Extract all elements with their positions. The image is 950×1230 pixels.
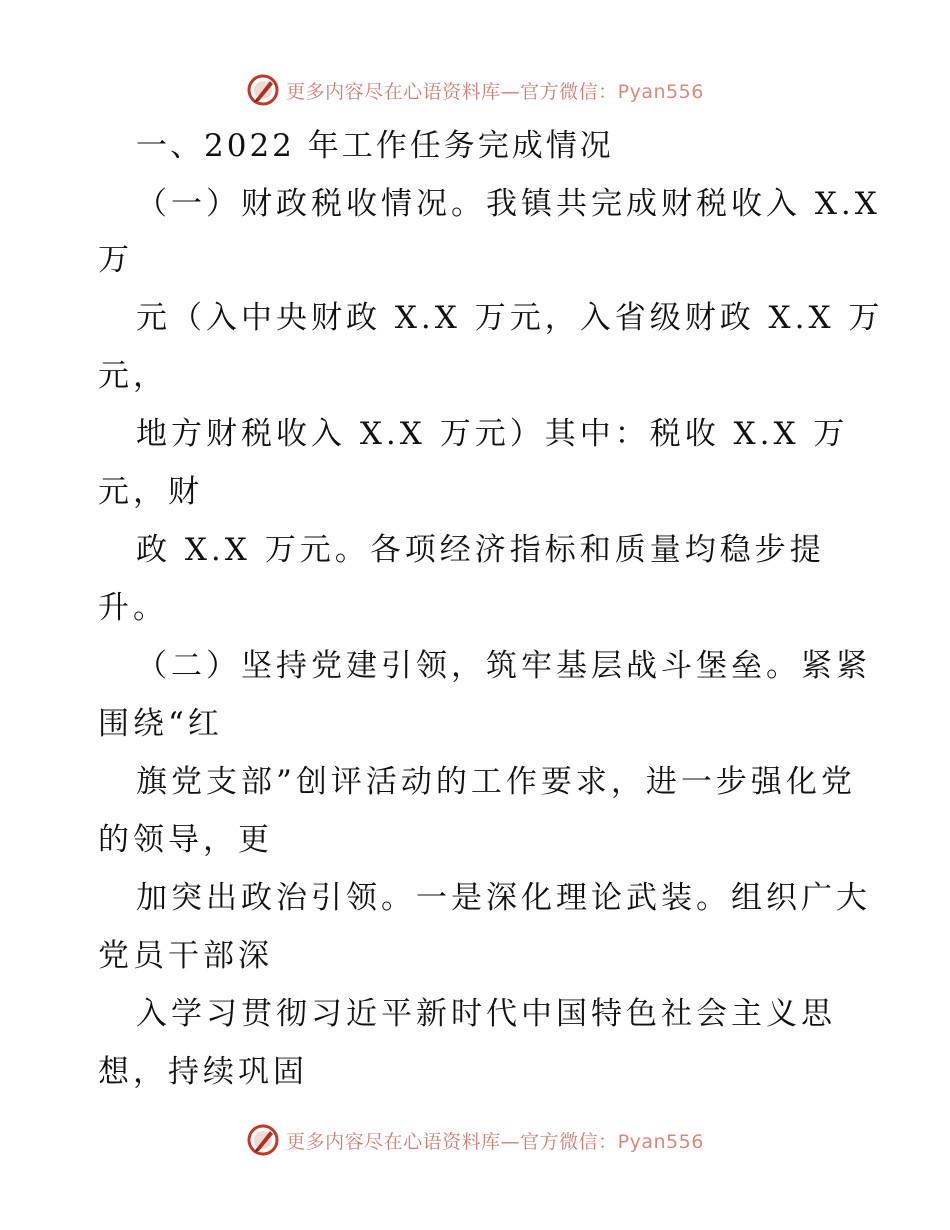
paragraph-line: 的领导，更	[98, 822, 273, 858]
paragraph-line: （一）财政税收情况。我镇共完成财税收入 X.X	[136, 186, 881, 222]
paragraph-line: 围绕“红	[98, 706, 223, 742]
watermark-text	[286, 77, 704, 104]
watermark-contact: Pyan556	[617, 80, 704, 103]
footer-watermark	[0, 1120, 950, 1160]
paragraph-line: 旗党支部”创评活动的工作要求，进一步强化党	[136, 764, 856, 800]
header-watermark	[0, 70, 950, 110]
quill-seal-logo-icon	[246, 1123, 280, 1157]
paragraph-line: （二）坚持党建引领，筑牢基层战斗堡垒。紧紧	[136, 648, 871, 684]
paragraph-line: 元，财	[98, 474, 203, 510]
paragraph-line: 加突出政治引领。一是深化理论武装。组织广大	[136, 880, 871, 916]
watermark-label: 更多内容尽在心语资料库—官方微信：	[286, 80, 618, 103]
paragraph-line: 元，	[98, 358, 168, 394]
paragraph-line: 万	[98, 242, 133, 278]
watermark-text	[286, 1127, 704, 1154]
quill-seal-logo-icon	[246, 73, 280, 107]
paragraph-line: 政 X.X 万元。各项经济指标和质量均稳步提	[136, 532, 825, 568]
paragraph-line: 地方财税收入 X.X 万元）其中：税收 X.X 万	[136, 416, 849, 452]
paragraph-line: 升。	[98, 590, 168, 626]
paragraph-line: 想，持续巩固	[98, 1054, 308, 1090]
paragraph-line: 入学习贯彻习近平新时代中国特色社会主义思	[136, 996, 836, 1032]
section-heading: 一、2022 年工作任务完成情况	[136, 128, 614, 164]
paragraph-line: 党员干部深	[98, 938, 273, 974]
paragraph-line: 元（入中央财政 X.X 万元，入省级财政 X.X 万	[136, 300, 884, 336]
watermark-contact: Pyan556	[617, 1130, 704, 1153]
watermark-label: 更多内容尽在心语资料库—官方微信：	[286, 1130, 618, 1153]
